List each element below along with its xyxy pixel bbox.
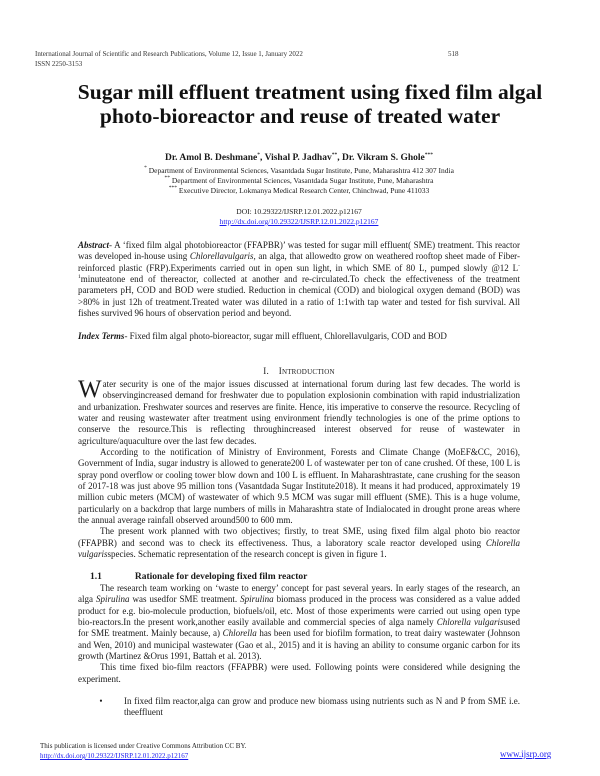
index-terms-label: Index Terms [78, 331, 125, 341]
bullet-item: • In fixed film reactor,alga can grow and produce new biomass using nutrients such as N and P from SME i.e. theeffluent [78, 696, 520, 719]
section-heading-introduction: I. INTRODUCTION [263, 366, 335, 376]
title-line-2: photo-bioreactor and reuse of treated water [99, 104, 501, 128]
paper-title [60, 80, 560, 128]
bullet-icon: • [99, 695, 103, 706]
subsection-heading: 1.1 Rationale for developing fixed film reactor [90, 571, 308, 582]
paragraph: This time fixed bio-film reactors (FFAPBR) were used. Following points were considered while designing the experiment. [78, 662, 520, 684]
author-2: , Vishal P. Jadhav [260, 153, 332, 163]
license-text: This publication is licensed under Creative Commons Attribution CC BY. [40, 742, 247, 750]
doi-block [78, 207, 520, 227]
abstract: Abstract- A ‘fixed film algal photobioreactor (FFAPBR)’ was tested for sugar mill effluent( SME) treatment. This reactor was developed in-house using Chlorellavulgaris, an alga, that allowedto grow on weathered rooftop sheet made of Fiber-reinforced plastic (FRP).Experiments carried out in open sun light, in which SME of 80 L, pumped slowly @12 $L^{-1}minuteatone$ end of thereactor, collected at another and re-circulated.To check the effectiveness of the treatment parameters pH, COD and BOD were studied. Reduction in chemical (COD) and biological oxygen demand (BOD) was >80% in just 12h of treatment.Treated water was diluted in a ratio of 1:1with tap water and tested for fish survival. All fishes survived 96 hours of observation period and beyond. [78, 240, 520, 319]
paragraph: The present work planned with two objectives; firstly, to treat SME, using fixed film algal photo bio reactor (FFAPBR) and second was to check its effectiveness. Thus, a laboratory scale reactor developed using Chlorella vulgarisspecies. Schematic representation of the research concept is given in figure 1. [78, 526, 520, 560]
doi-link[interactable]: http://dx.doi.org/10.29322/IJSRP.12.01.2022.p12167 [219, 217, 379, 226]
index-terms: Index Terms- Fixed film algal photo-bioreactor, sugar mill effluent, Chlorellavulgaris, COD and BOD [78, 331, 447, 341]
page-number: 518 [448, 50, 459, 58]
paragraph: The research team working on ‘waste to energy’ concept for past several years. In early stages of the research, an alga Spirulina was usedfor SME treatment. Spirulina biomass produced in the process was considered as a value added product for e.g. bio-molecule production, biofuels/oil, etc. Most of those experiments were carried out using open type bio-reactors.In the present work,another easily available and commercial species of alga namely Chlorella vulgarisused for SME treatment. Mainly because, a) Chlorella has been used for biofilm formation, to treat dairy wastewater (Johnson and Wen, 2010) and municipal wastewater (Gao et al., 2015) and it is having an ability to consume organic carbon for its growth (Martinez &Orus 1991, Battah et al. 2013). [78, 582, 521, 661]
introduction-body: Water security is one of the major issues discussed at international forum during last few decades. The world is observingincreased demand for freshwater due to population explosionin combination with rapid industrialization and urbanization. Freshwater sources and reserves are finite. Hence, itis imperative to conserve the resource. Recycling of water and reusing wastewater after treatment using environment friendly technologies is one of the prime options to conserve the resource.This is reflecting throughincreased interest observed for reuse of wastewater in agriculture/aquaculture over the last few decades. According to the notification of Ministry of Environment, Forests and Climate Change (MoEF&CC, 2016), Government of India, sugar industry is allowed to generate200 L of wastewater per ton of cane crushed. Of these, 100 L is spray pond overflow or cooling tower blow down and 100 L is effluent. In Maharashtrastate, cane crushing for the season of 2017-18 was just above 95 million tons (Vasantdada Sugar Institute2018). It means it had produced, approximately 19 million cubic meters (MCM) of wastewater of which 9.5 MCM was sugar mill effluent (SME). This is a huge volume, particularly on a backdrop that large numbers of mills in Maharashtra state of Indialocated in drought prone areas where the annual average rainfall observed around500 to 600 mm. The present work planned with two objectives; firstly, to treat SME, using fixed film algal photo bio reactor (FFAPBR) and second was to check its effectiveness. Thus, a laboratory scale reactor developed using Chlorella vulgarisspecies. Schematic representation of the research concept is given in figure 1. 1.1 Rationale for developing fixed film reactor The research team working on ‘waste to energy’ concept for past several years. In early stages of the research, an alga Spirulina was usedfor SME treatment. Spirulina biomass produced in the process was considered as a value added product for e.g. bio-molecule production, biofuels/oil, etc. Most of those experiments were carried out using open type bio-reactors.In the present work,another easily available and commercial species of alga namely Chlorella vulgarisused for SME treatment. Mainly because, a) Chlorella has been used for biofilm formation, to treat dairy wastewater (Johnson and Wen, 2010) and municipal wastewater (Gao et al., 2015) and it is having an ability to consume organic carbon for its growth (Martinez &Orus 1991, Battah et al. 2013). This time fixed bio-film reactors (FFAPBR) were used. Following points were considered while designing the experiment. • In fixed film reactor,alga can grow and produce new biomass using nutrients such as N and P from SME i.e. theeffluent [78, 376, 521, 718]
author-3: , Dr. Vikram S. Ghole [337, 153, 425, 163]
affiliation: * Department of Environmental Sciences, Vasantdada Sugar Institute, Pune, Maharashtra 412 307 India [144, 165, 454, 175]
website-link[interactable]: www.ijsrp.org [500, 749, 552, 759]
doi-text: DOI: 10.29322/IJSRP.12.01.2022.p12167 [236, 207, 362, 216]
title-line-1: Sugar mill effluent treatment using fixed film algal [77, 80, 543, 104]
paragraph: According to the notification of Ministry of Environment, Forests and Climate Change (MoEF&CC, 2016), Government of India, sugar industry is allowed to generate200 L of wastewater per ton of cane crushed. Of these, 100 L is spray pond overflow or cooling tower blow down and 100 L is effluent. In Maharashtrastate, cane crushing for the season of 2017-18 was just above 95 million tons (Vasantdada Sugar Institute2018). It means it had produced, approximately 19 million cubic meters (MCM) of wastewater of which 9.5 MCM was sugar mill effluent (SME). This is a huge volume, particularly on a backdrop that large numbers of mills in Maharashtra state of Indialocated in drought prone areas where the annual average rainfall observed around500 to 600 mm. [78, 447, 520, 526]
affiliation: ** Department of Environmental Sciences, Vasantdada Sugar Institute, Pune, Maharashtra [164, 175, 434, 185]
journal-header [35, 49, 303, 69]
abstract-label: Abstract [78, 240, 110, 250]
affiliation: *** Executive Director, Lokmanya Medical Research Center, Chinchwad, Pune 411033 [168, 185, 430, 195]
author-mark: ** [331, 152, 338, 158]
authors [78, 153, 520, 163]
journal-name: International Journal of Scientific and Research Publications, Volume 12, Issue 1, January 2022 [35, 50, 303, 58]
footer-doi-link[interactable]: http://dx.doi.org/10.29322/IJSRP.12.01.2022.p12167 [40, 752, 189, 760]
footer [40, 741, 246, 761]
drop-cap: W [78, 376, 102, 403]
author-mark: * [257, 152, 260, 158]
author-mark: *** [424, 152, 434, 158]
author-1: Dr. Amol B. Deshmane [164, 153, 258, 163]
issn: ISSN 2250-3153 [35, 60, 83, 68]
affiliations [78, 166, 520, 196]
